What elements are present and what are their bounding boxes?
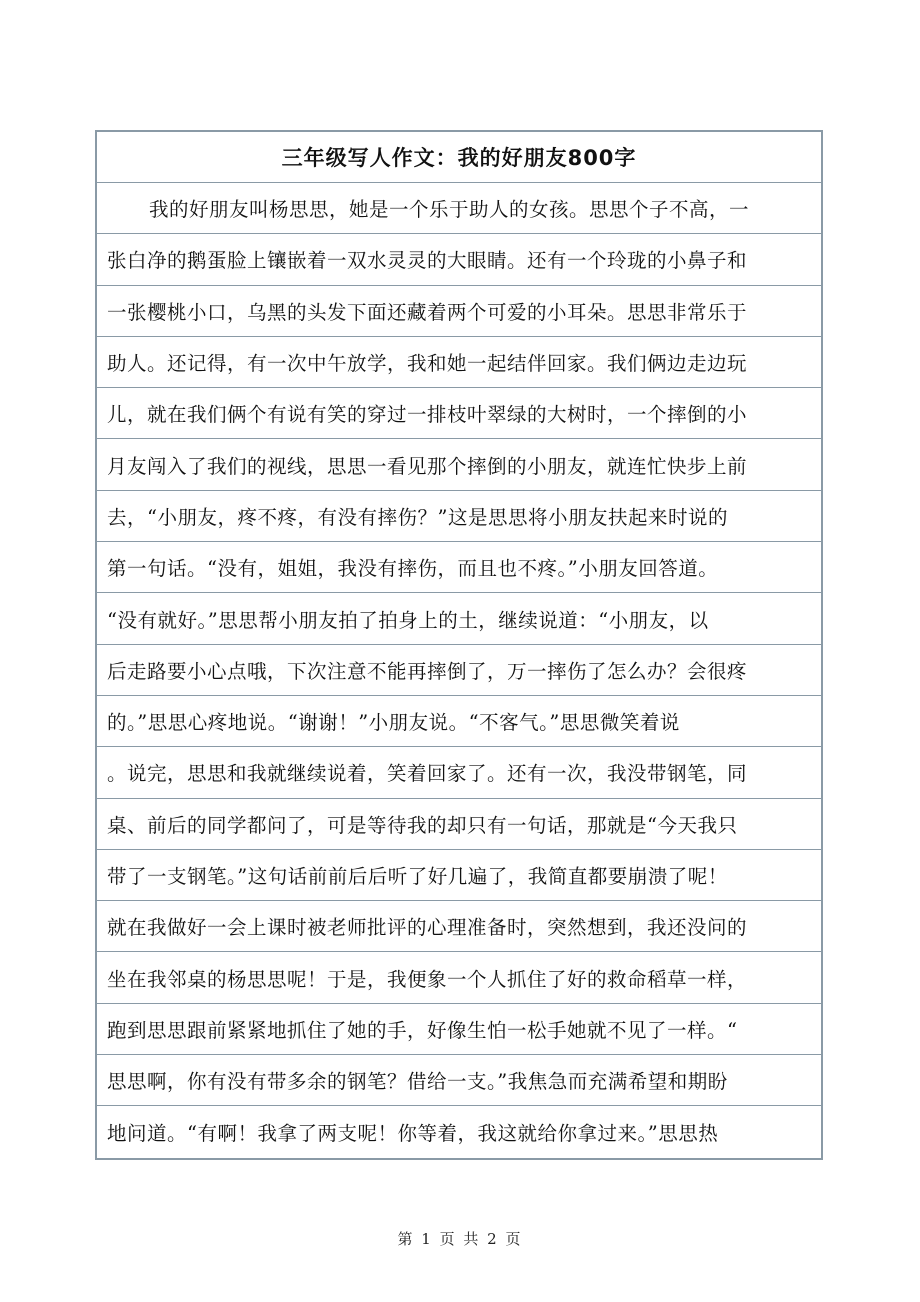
text-line: 去，“小朋友，疼不疼，有没有摔伤？”这是思思将小朋友扶起来时说的: [97, 491, 821, 542]
text-line: 月友闯入了我们的视线，思思一看见那个摔倒的小朋友，就连忙快步上前: [97, 439, 821, 490]
text-line: “没有就好。”思思帮小朋友拍了拍身上的土，继续说道：“小朋友，以: [97, 593, 821, 644]
essay-table: [95, 130, 823, 1160]
text-line: 坐在我邻桌的杨思思呢！于是，我便象一个人抓住了好的救命稻草一样，: [97, 952, 821, 1003]
text-line: 带了一支钢笔。”这句话前前后后听了好几遍了，我简直都要崩溃了呢！: [97, 850, 821, 901]
text-line: 跑到思思跟前紧紧地抓住了她的手，好像生怕一松手她就不见了一样。“: [97, 1004, 821, 1055]
text-line: 第一句话。“没有，姐姐，我没有摔伤，而且也不疼。”小朋友回答道。: [97, 542, 821, 593]
text-line: 我的好朋友叫杨思思，她是一个乐于助人的女孩。思思个子不高，一: [97, 183, 821, 234]
text-line: 助人。还记得，有一次中午放学，我和她一起结伴回家。我们俩边走边玩: [97, 337, 821, 388]
text-line: 桌、前后的同学都问了，可是等待我的却只有一句话，那就是“今天我只: [97, 799, 821, 850]
text-line: 。说完，思思和我就继续说着，笑着回家了。还有一次，我没带钢笔，同: [97, 747, 821, 798]
text-line: 后走路要小心点哦，下次注意不能再摔倒了，万一摔伤了怎么办？会很疼: [97, 645, 821, 696]
text-line: 张白净的鹅蛋脸上镶嵌着一双水灵灵的大眼睛。还有一个玲珑的小鼻子和: [97, 234, 821, 285]
text-line: 就在我做好一会上课时被老师批评的心理准备时，突然想到，我还没问的: [97, 901, 821, 952]
text-line: 的。”思思心疼地说。“谢谢！”小朋友说。“不客气。”思思微笑着说: [97, 696, 821, 747]
page-footer: 第 1 页 共 2 页: [397, 1230, 523, 1248]
essay-title: 三年级写人作文：我的好朋友800字: [97, 132, 821, 183]
text-line: 儿，就在我们俩个有说有笑的穿过一排枝叶翠绿的大树时，一个摔倒的小: [97, 388, 821, 439]
text-line: 地问道。“有啊！我拿了两支呢！你等着，我这就给你拿过来。”思思热: [107, 1121, 719, 1145]
text-line: 一张樱桃小口，乌黑的头发下面还藏着两个可爱的小耳朵。思思非常乐于: [97, 286, 821, 337]
text-line: 思思啊，你有没有带多余的钢笔？借给一支。”我焦急而充满希望和期盼: [97, 1055, 821, 1106]
